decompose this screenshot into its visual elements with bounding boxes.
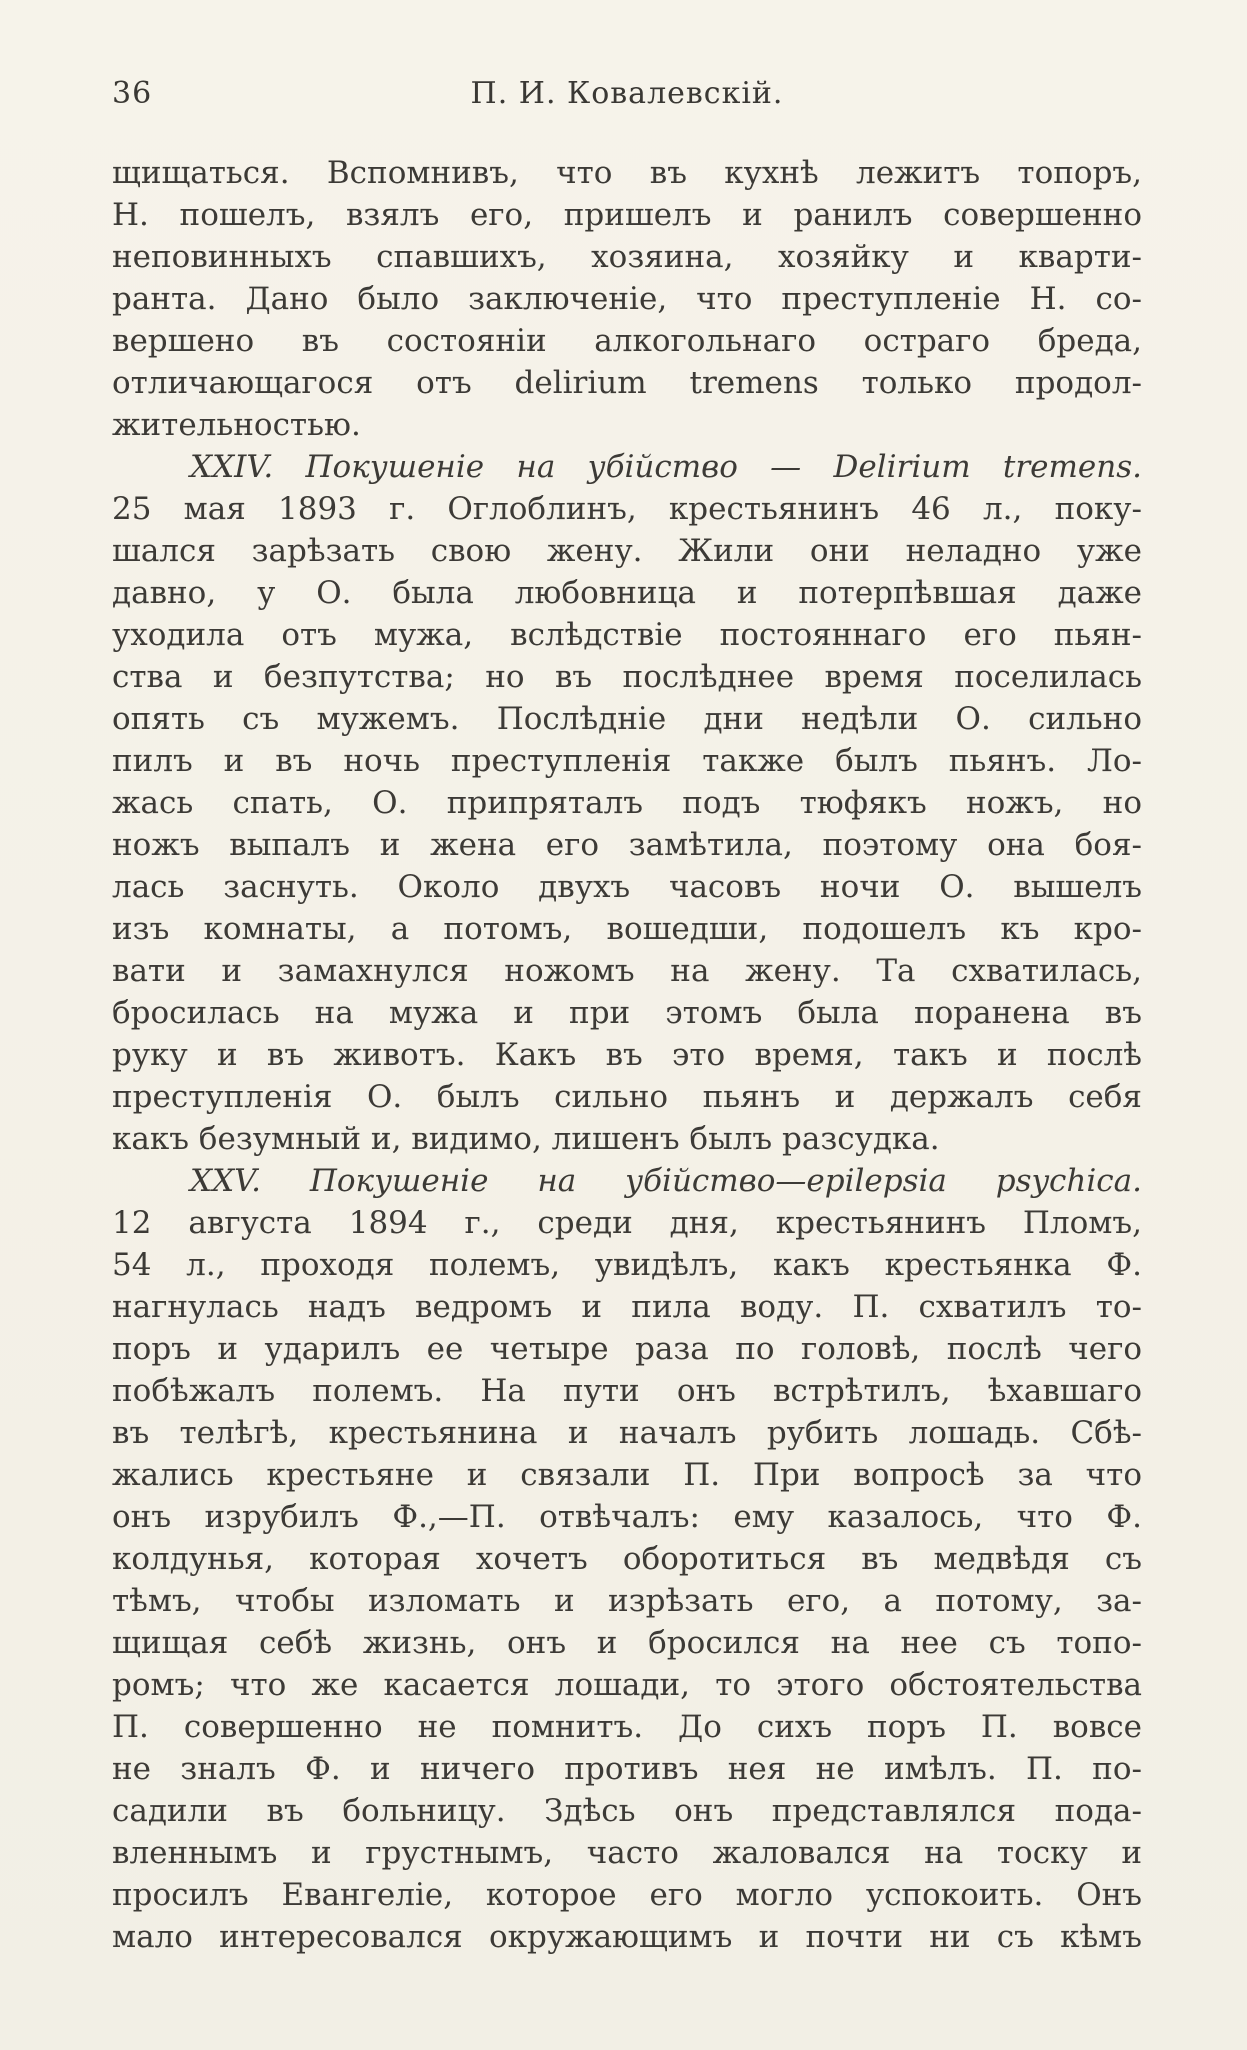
text-line: поръ и ударилъ ее четыре раза по головѣ, послѣ чего <box>112 1331 1142 1367</box>
text-line: мало интересовался окружающимъ и почти ни съ кѣмъ <box>112 1919 1142 1955</box>
text-line: руку и въ животъ. Какъ въ это время, такъ и послѣ <box>112 1037 1142 1073</box>
running-head: П. И. Ковалевскій. <box>470 76 784 111</box>
text-line: тѣмъ, чтобы изломать и изрѣзать его, а потому, за- <box>112 1583 1142 1619</box>
text-line: неповинныхъ спавшихъ, хозяина, хозяйку и кварти- <box>112 239 1142 275</box>
text-line: ножъ выпалъ и жена его замѣтила, поэтому она боя- <box>112 827 1142 863</box>
text-line: преступленія О. былъ сильно пьянъ и держалъ себя <box>112 1079 1142 1115</box>
text-line: лась заснуть. Около двухъ часовъ ночи О. вышелъ <box>112 869 1142 905</box>
text-line: какъ безумный и, видимо, лишенъ былъ разсудка. <box>112 1121 940 1157</box>
text-line: вершено въ состояніи алкогольнаго остраго бреда, <box>112 323 1142 359</box>
text-line: щищаться. Вспомнивъ, что въ кухнѣ лежитъ топоръ, <box>112 155 1142 191</box>
text-line: шался зарѣзать свою жену. Жили они неладно уже <box>112 533 1142 569</box>
text-line: жались крестьяне и связали П. При вопросѣ за что <box>112 1457 1142 1493</box>
text-line: 12 августа 1894 г., среди дня, крестьянинъ Пломъ, <box>112 1205 1142 1241</box>
text-line: давно, у О. была любовница и потерпѣвшая даже <box>112 575 1142 611</box>
text-line: въ телѣгѣ, крестьянина и началъ рубить лошадь. Сбѣ- <box>112 1415 1142 1451</box>
text-line: жась спать, О. припряталъ подъ тюфякъ ножъ, но <box>112 785 1142 821</box>
text-line: колдунья, которая хочетъ оборотиться въ медвѣдя съ <box>112 1541 1142 1577</box>
text-line: изъ комнаты, а потомъ, вошедши, подошелъ къ кро- <box>112 911 1142 947</box>
text-line: вленнымъ и грустнымъ, часто жаловался на тоску и <box>112 1835 1142 1871</box>
text-line: 54 л., проходя полемъ, увидѣлъ, какъ крестьянка Ф. <box>112 1247 1142 1283</box>
text-line: 25 мая 1893 г. Оглоблинъ, крестьянинъ 46 л., поку- <box>112 491 1142 527</box>
text-line: онъ изрубилъ Ф.,—П. отвѣчалъ: ему казалось, что Ф. <box>112 1499 1142 1535</box>
text-line: ранта. Дано было заключеніе, что преступленіе Н. со- <box>112 281 1142 317</box>
text-line: уходила отъ мужа, вслѣдствіе постояннаго его пьян- <box>112 617 1142 653</box>
text-line: ства и безпутства; но въ послѣднее время поселилась <box>112 659 1142 695</box>
text-line: П. совершенно не помнитъ. До сихъ поръ П. вовсе <box>112 1709 1142 1745</box>
text-line: Н. пошелъ, взялъ его, пришелъ и ранилъ совершенно <box>112 197 1142 233</box>
text-line: щищая себѣ жизнь, онъ и бросился на нее съ топо- <box>112 1625 1142 1661</box>
text-line: бросилась на мужа и при этомъ была поранена въ <box>112 995 1142 1031</box>
text-line: пилъ и въ ночь преступленія также былъ пьянъ. Ло- <box>112 743 1142 779</box>
text-line: побѣжалъ полемъ. На пути онъ встрѣтилъ, ѣхавшаго <box>112 1373 1142 1409</box>
text-line: отличающагося отъ delirium tremens только продол- <box>112 365 1142 401</box>
text-line: просилъ Евангеліе, которое его могло успокоить. Онъ <box>112 1877 1142 1913</box>
text-line: нагнулась надъ ведромъ и пила воду. П. схватилъ то- <box>112 1289 1142 1325</box>
page-header <box>112 76 1142 120</box>
case-heading-24: XXIV. Покушеніе на убійство — Delirium tremens. <box>190 449 1142 485</box>
text-line: опять съ мужемъ. Послѣдніе дни недѣли О. сильно <box>112 701 1142 737</box>
text-line: садили въ больницу. Здѣсь онъ представлялся пода- <box>112 1793 1142 1829</box>
body-text <box>112 152 1142 1958</box>
page-number: 36 <box>112 76 153 111</box>
text-line: ромъ; что же касается лошади, то этого обстоятельства <box>112 1667 1142 1703</box>
text-line: не зналъ Ф. и ничего противъ нея не имѣлъ. П. по- <box>112 1751 1142 1787</box>
text-line: жительностью. <box>112 407 361 443</box>
text-line: вати и замахнулся ножомъ на жену. Та схватилась, <box>112 953 1142 989</box>
case-heading-25: XXV. Покушеніе на убійство—epilepsia psychica. <box>190 1163 1142 1199</box>
